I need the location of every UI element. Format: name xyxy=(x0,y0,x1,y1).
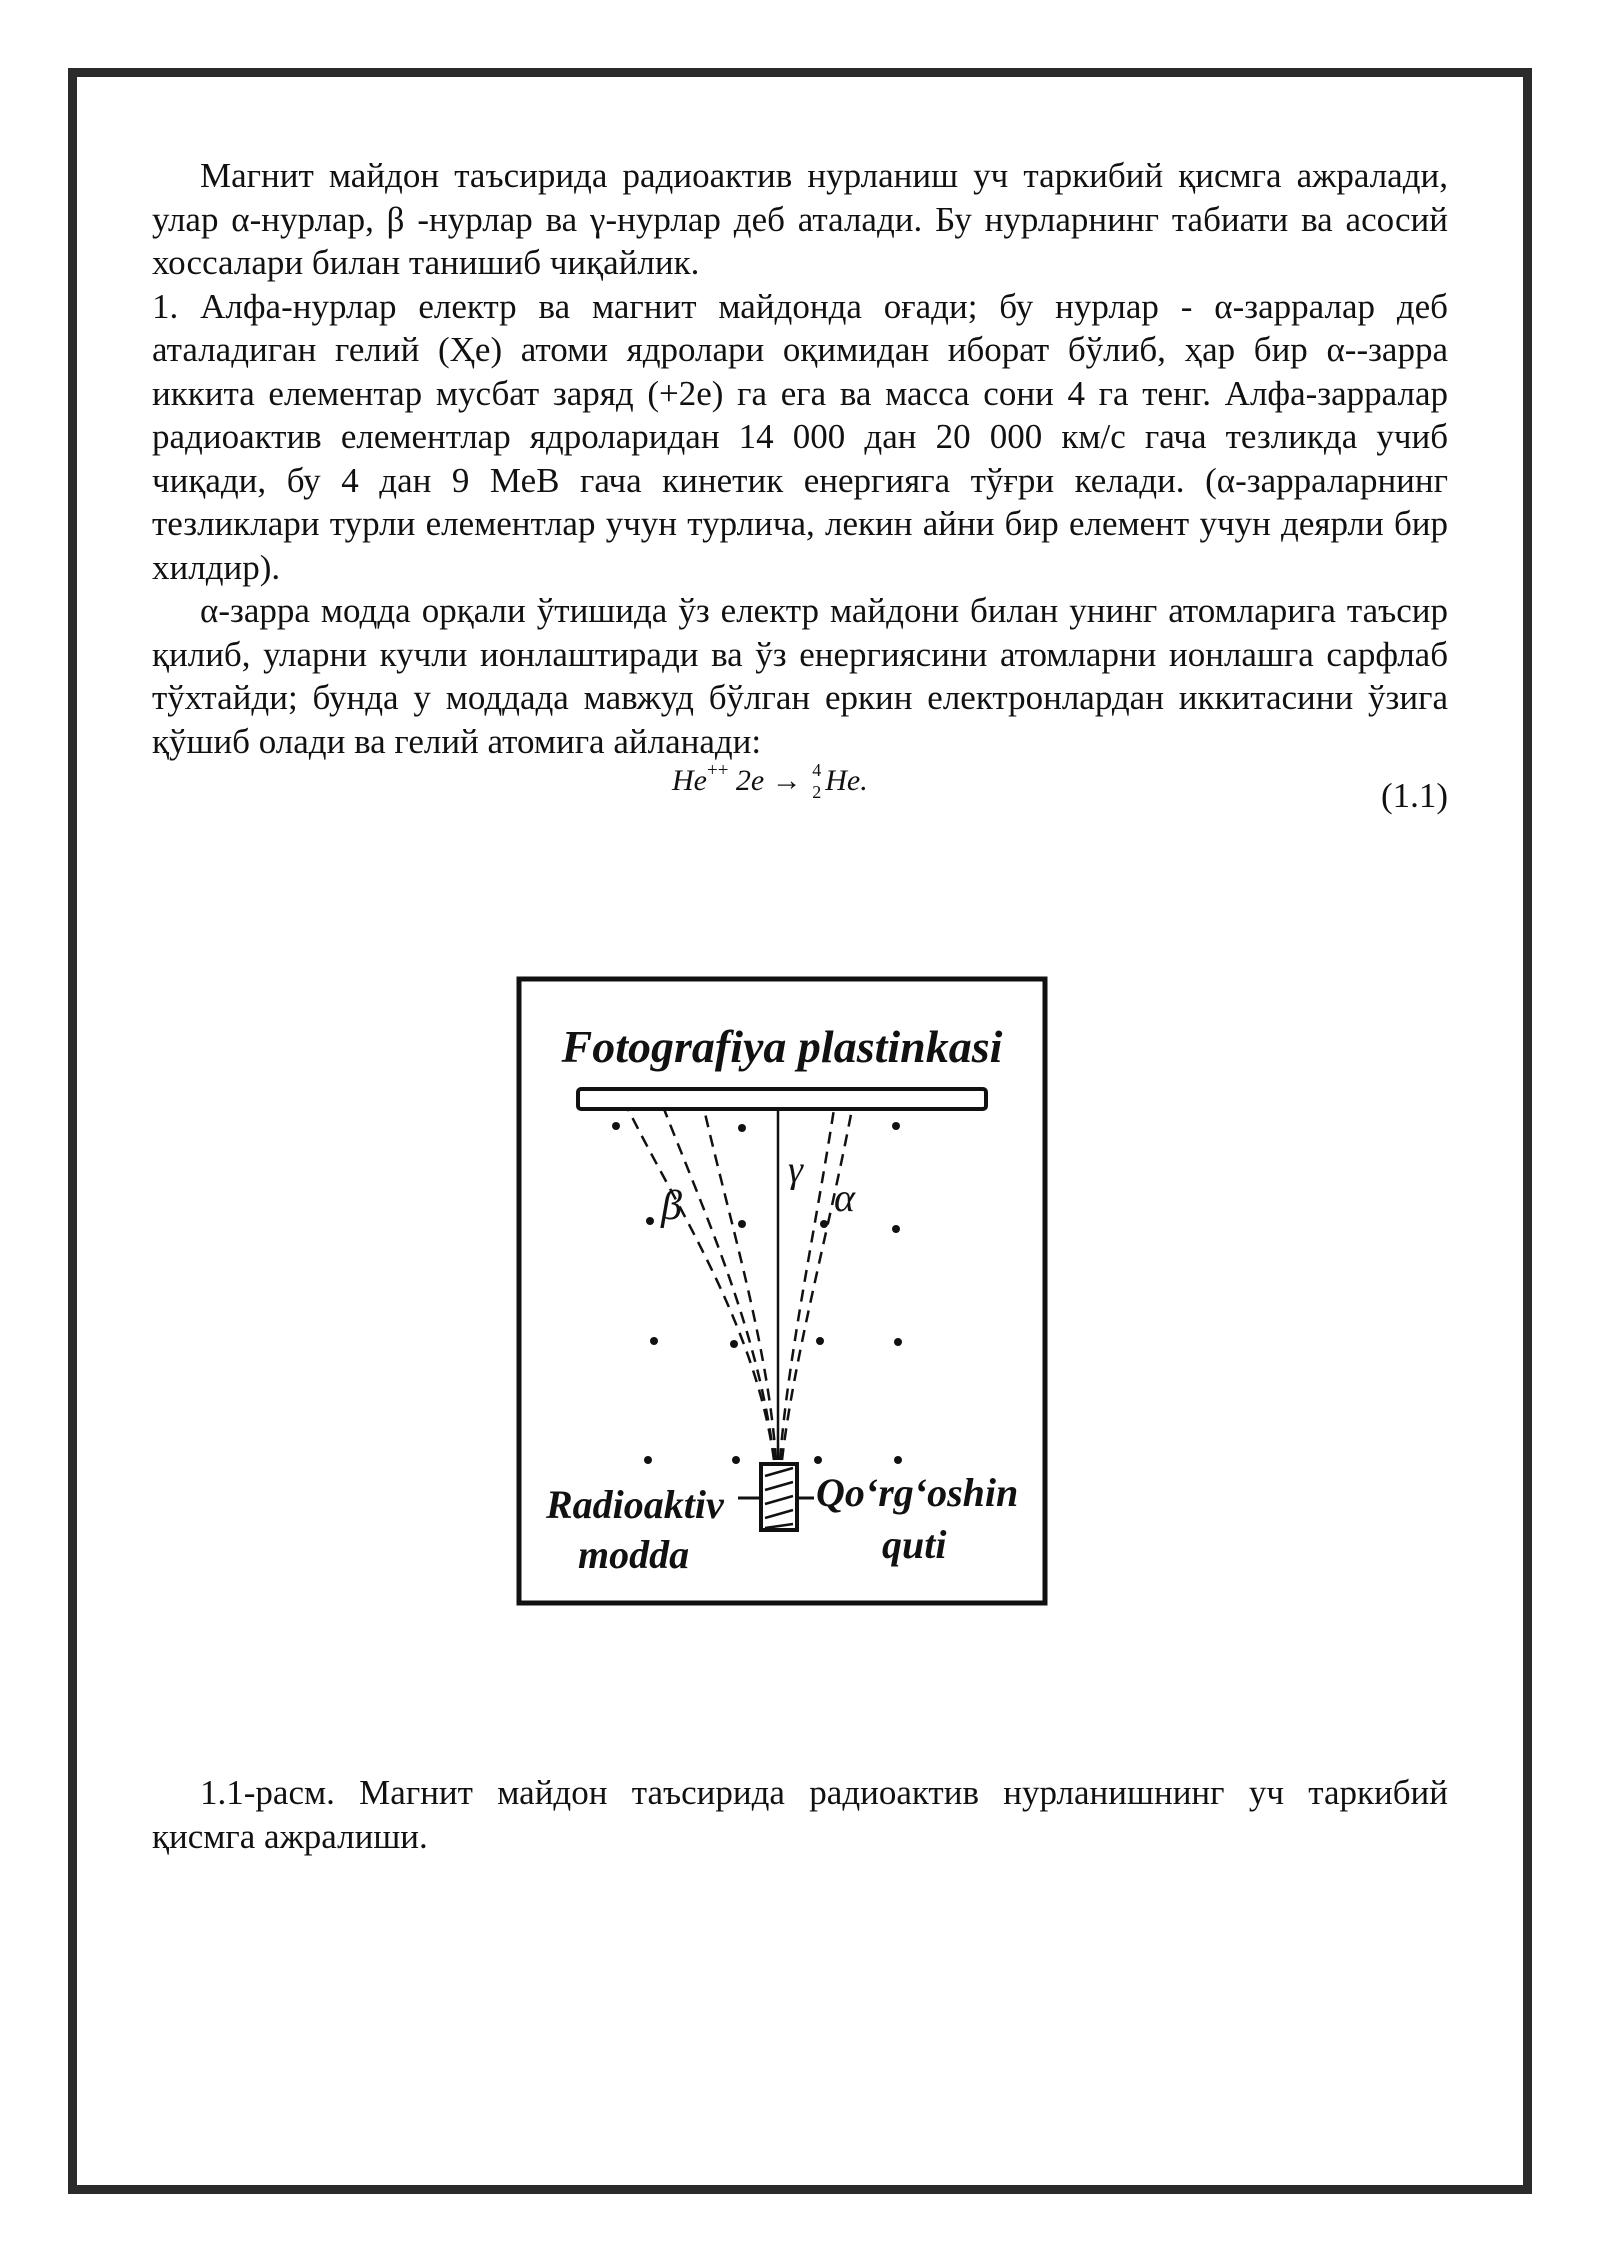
body-text xyxy=(152,154,1448,763)
equation-number: (1.1) xyxy=(1380,776,1448,815)
equation-arrow: → xyxy=(771,764,802,797)
lead-box-label-line2: quti xyxy=(882,1522,947,1567)
equation-he-left: He xyxy=(672,764,707,797)
radioactive-substance-label-line1: Radioaktiv xyxy=(546,1482,724,1527)
radioactive-substance-label-line2: modda xyxy=(578,1532,690,1577)
equation-isotope-numbers xyxy=(809,760,825,803)
paragraph-intro: Магнит майдон таъсирида радиоактив нурланиш уч таркибий қисмга ажралади, улар α-нурлар, β -нурлар ва γ-нурлар деб аталади. Бу нурларнинг табиати ва асосий хоссалари билан танишиб чиқайлик. xyxy=(152,156,1448,282)
equation-he-right: He xyxy=(825,764,861,797)
radiation-deflection-figure xyxy=(516,976,1048,1606)
photographic-plate xyxy=(578,1089,986,1109)
equation-charge: ++ xyxy=(706,760,729,781)
equation-period: . xyxy=(860,764,868,797)
paragraph-alpha-ionization: α-зарра модда орқали ўтишида ўз електр майдони билан унинг атомларига таъсир қилиб, уларни кучли ионлаштиради ва ўз енергиясини атомларни ионлашга сарфлаб тўхтайди; бунда у моддада мавжуд бўлган еркин електронлардан иккитасини ўзига қўшиб олади ва гелий атомига айланади: xyxy=(152,591,1448,761)
equation-1-1 xyxy=(672,760,868,803)
gamma-label: γ xyxy=(788,1149,803,1191)
equation-mass-number: 4 xyxy=(812,760,822,781)
paragraph-alpha-rays: 1. Алфа-нурлар електр ва магнит майдонда оғади; бу нурлар - α-зарралар деб аталадиган гелий (Ҳе) атоми ядролари оқимидан иборат бўлиб, ҳар бир α--зарра иккита елементар мусбат заряд (+2е) га ега ва масса сони 4 га тенг. Алфа-зарралар радиоактив елементлар ядроларидан 14 000 дан 20 000 км/с гача тезликда учиб чиқади, бу 4 дан 9 МеВ гача кинетик енергияга тўғри келади. (α-зарраларнинг тезликлари турли елементлар учун турлича, лекин айни бир елемент учун деярли бир хилдир). xyxy=(152,286,1448,587)
photo-plate-label: Fotografiya plastinkasi xyxy=(561,1021,1003,1072)
beta-label: β xyxy=(661,1183,682,1229)
equation-two-electrons: 2e xyxy=(735,764,765,797)
lead-box-label-line1: Qo‘rg‘oshin xyxy=(816,1470,1019,1515)
equation-atomic-number: 2 xyxy=(812,782,822,803)
alpha-label: α xyxy=(834,1175,855,1220)
figure-caption: 1.1-расм. Магнит майдон таъсирида радиоактив нурланишнинг уч таркибий қисмга ажралиши. xyxy=(152,1773,1448,1856)
